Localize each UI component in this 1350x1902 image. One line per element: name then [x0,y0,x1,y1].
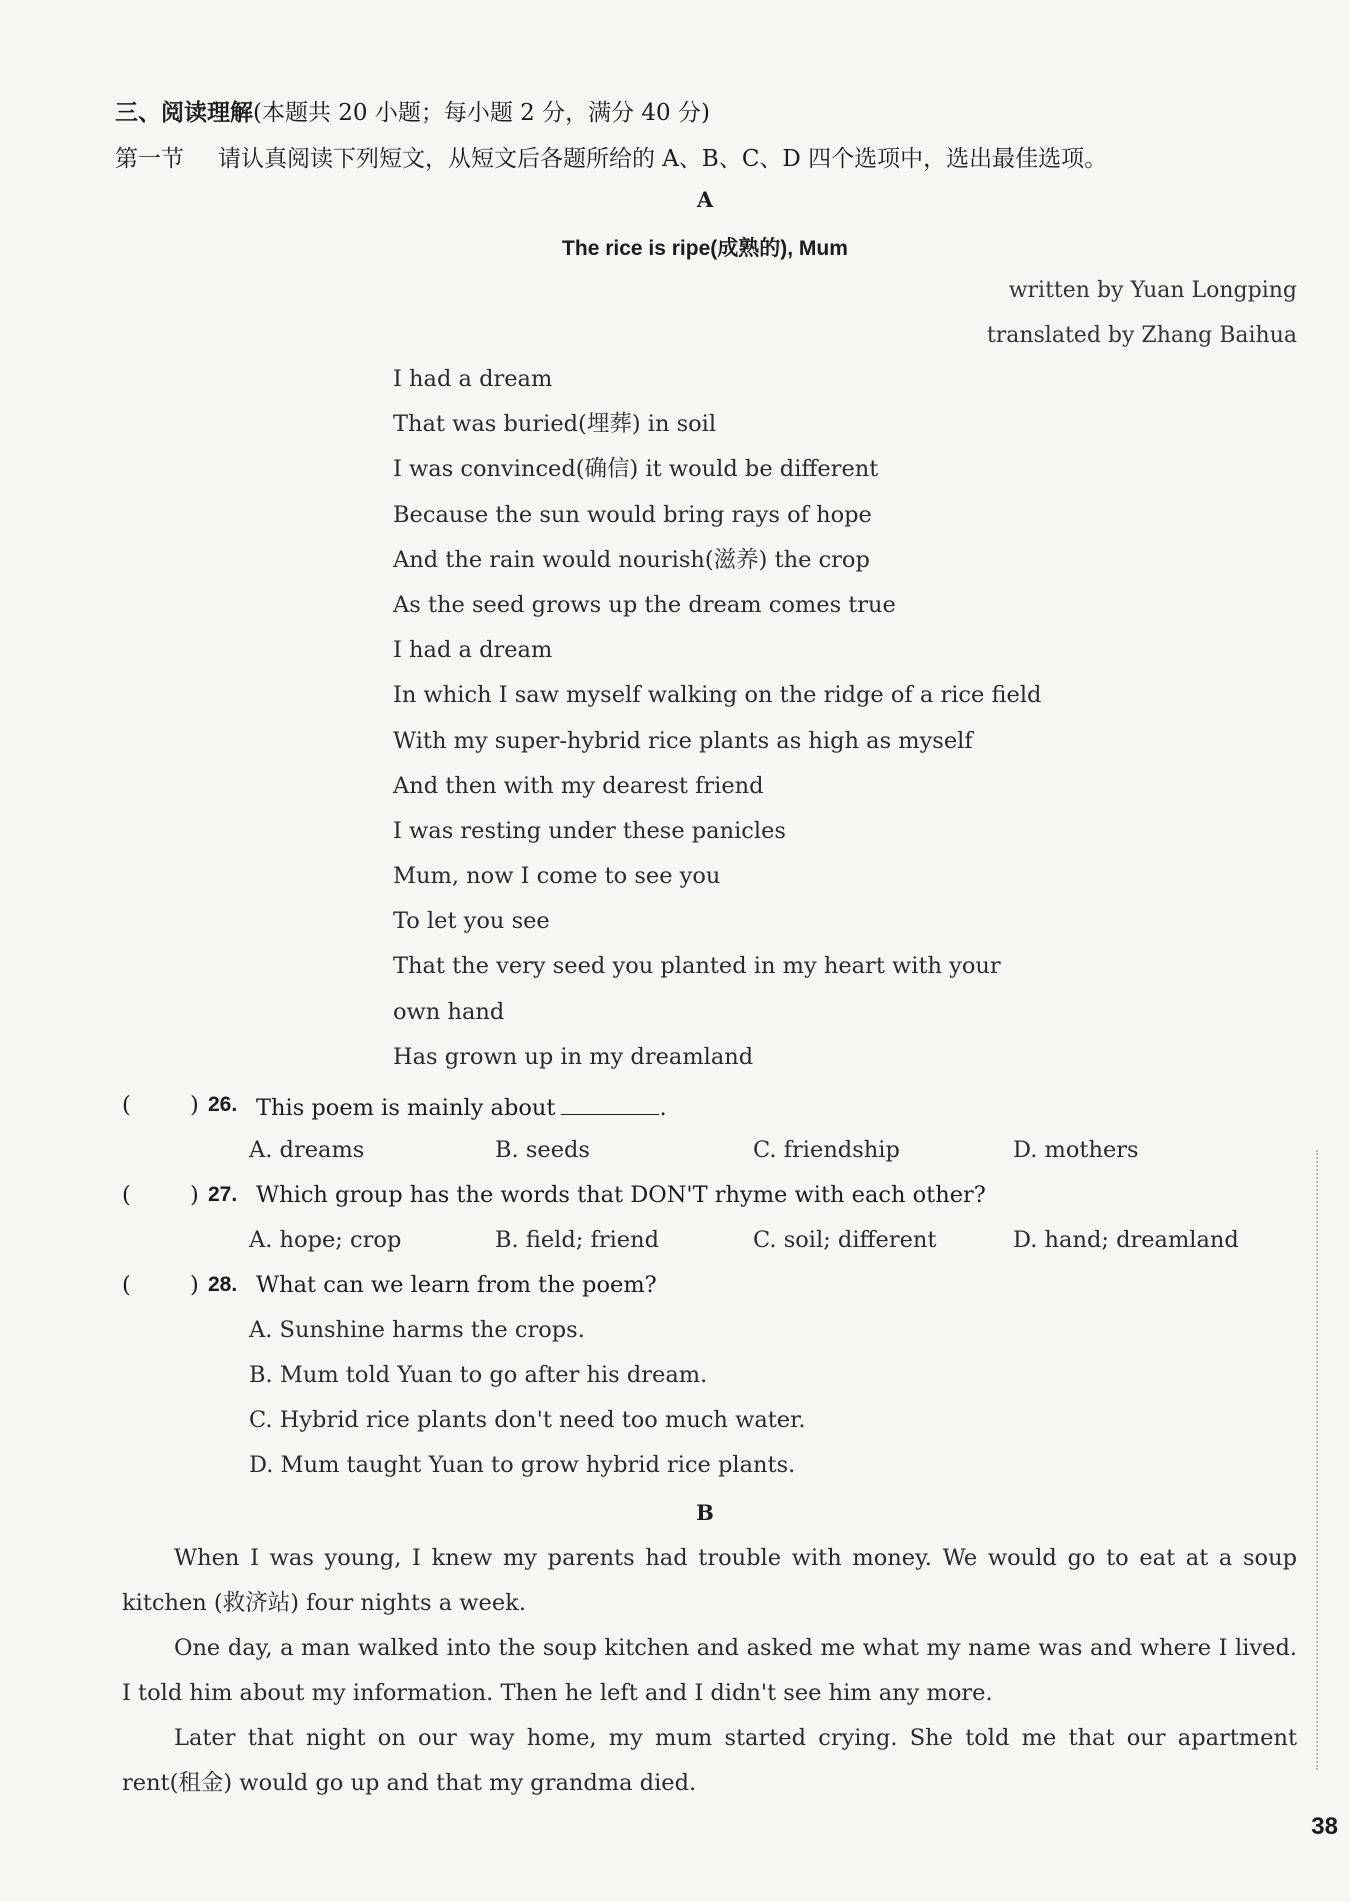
question-number: 26. [208,1093,238,1116]
question-stem [256,1092,667,1121]
option-a[interactable]: A. dreams [249,1137,365,1163]
instruction-text: 请认真阅读下列短文，从短文后各题所给的 A、B、C、D 四个选项中，选出最佳选项。 [218,146,1108,172]
margin-dotted-rule [1316,1150,1318,1770]
option-a[interactable]: A. hope; crop [249,1227,402,1253]
question-number: 28. [208,1273,238,1296]
poem-line: To let you see [393,908,550,935]
passage-b-label: B [696,1500,714,1525]
poem-author: written by Yuan Longping [1008,278,1297,303]
poem-line: I had a dream [393,366,553,392]
passage-b-paragraph [122,1626,1297,1716]
question-stem: What can we learn from the poem? [256,1272,657,1298]
answer-paren-close: ) [190,1092,199,1118]
passage-b-paragraph [122,1716,1297,1806]
poem-line: I was convinced(确信) it would be different [393,456,879,483]
poem-line: That the very seed you planted in my heart with your [393,953,1001,980]
poem-line: As the seed grows up the dream comes true [393,591,896,618]
poem-line: That was buried(埋葬) in soil [393,411,717,438]
section-heading-note: (本题共 20 小题；每小题 2 分，满分 40 分) [253,100,710,126]
poem-line: And the rain would nourish(滋养) the crop [393,546,870,573]
option-b[interactable]: B. seeds [495,1137,590,1163]
poem-body [393,364,1041,1087]
question-stem-text: This poem is mainly about [256,1095,556,1121]
passage-b-paragraph [122,1536,1297,1626]
question-number: 27. [208,1183,238,1206]
option-d[interactable]: D. hand; dreamland [1013,1227,1239,1253]
paragraph-text: When I was young, I knew my parents had trouble with money. We would go to eat at a soup kitchen (救济站) four nights a week. [122,1545,1297,1616]
poem-line: And then with my dearest friend [393,772,764,799]
poem-translator: translated by Zhang Baihua [986,323,1297,348]
option-c[interactable]: C. Hybrid rice plants don't need too much water. [249,1407,806,1433]
poem-title: The rice is ripe(成熟的), Mum [562,237,848,260]
passage-a-label: A [696,187,714,212]
poem-line: own hand [393,998,505,1025]
answer-paren-open[interactable]: ( [122,1272,131,1298]
section-heading [115,94,710,127]
poem-line: I was resting under these panicles [393,817,786,844]
option-b[interactable]: B. Mum told Yuan to go after his dream. [249,1362,708,1388]
option-d[interactable]: D. Mum taught Yuan to grow hybrid rice plants. [249,1452,796,1478]
poem-line: Mum, now I come to see you [393,863,721,890]
poem-line: In which I saw myself walking on the ridge of a rice field [393,682,1042,709]
answer-blank[interactable] [561,1092,659,1115]
question-stem: Which group has the words that DON'T rhyme with each other? [256,1182,986,1208]
answer-paren-open[interactable]: ( [122,1092,131,1118]
page-number: 38 [1311,1813,1338,1840]
paragraph-text: One day, a man walked into the soup kitchen and asked me what my name was and where I lived. I told him about my information. Then he left and I didn't see him any more. [122,1635,1297,1706]
option-c[interactable]: C. soil; different [753,1227,937,1253]
paragraph-text: Later that night on our way home, my mum started crying. She told me that our apartment rent(租金) would go up and that my grandma died. [122,1725,1297,1796]
poem-line: With my super-hybrid rice plants as high as myself [393,727,973,754]
instruction [115,140,1107,173]
option-c[interactable]: C. friendship [753,1137,900,1163]
poem-line: Has grown up in my dreamland [393,1043,754,1070]
poem-line: Because the sun would bring rays of hope [393,501,872,528]
answer-paren-close: ) [190,1272,199,1298]
answer-paren-open[interactable]: ( [122,1182,131,1208]
answer-paren-close: ) [190,1182,199,1208]
option-a[interactable]: A. Sunshine harms the crops. [249,1317,585,1343]
option-d[interactable]: D. mothers [1013,1137,1139,1163]
question-stem-end: . [659,1095,667,1121]
option-b[interactable]: B. field; friend [495,1227,659,1253]
section-heading-main: 三、阅读理解 [115,99,253,126]
poem-line: I had a dream [393,637,553,664]
instruction-label: 第一节 [115,146,184,172]
